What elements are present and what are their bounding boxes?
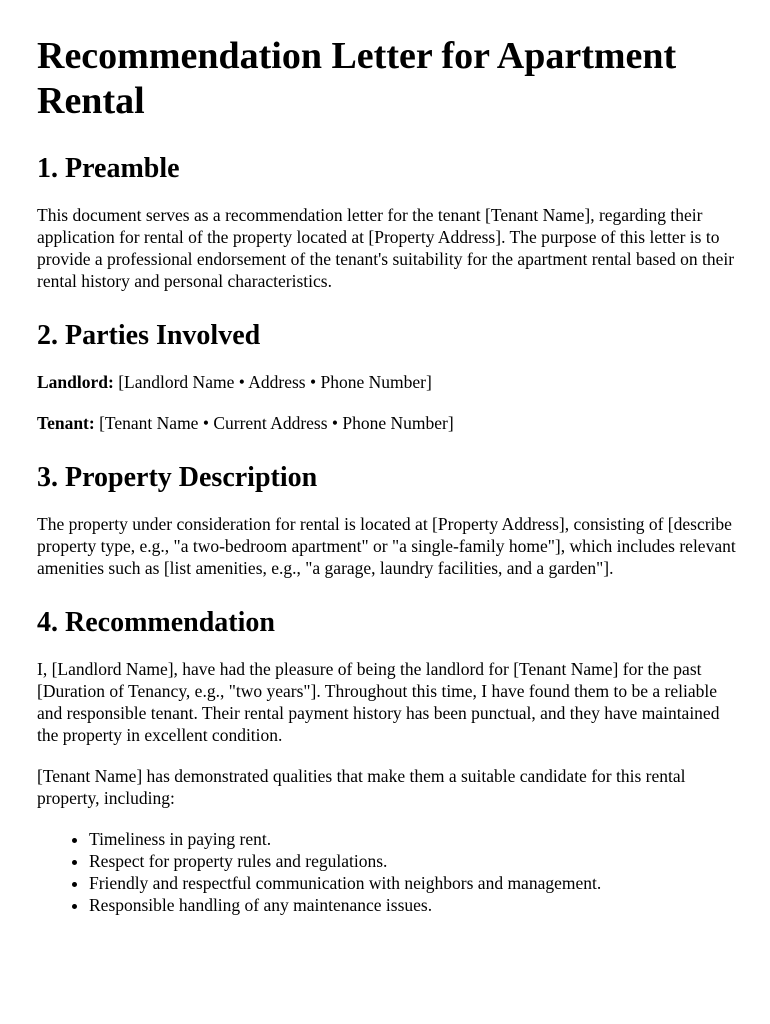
recommendation-paragraph-1: I, [Landlord Name], have had the pleasure of being the landlord for [Tenant Name] for the past [Duration of Tenancy, e.g., "two years"]. Throughout this time, I have found them to be a reliable and responsible tenant. Their rental payment history has been punctual, and they have maintained the property in excellent condition.: [37, 659, 720, 745]
list-item: • Responsible handling of any maintenance issues.: [89, 894, 737, 916]
preamble-section: [37, 152, 737, 292]
property-text: The property under consideration for rental is located at [Property Address], consisting of [describe property type, e.g., "a two-bedroom apartment" or "a single-family home"], which includes relevant amenities such as [list amenities, e.g., "a garage, laundry facilities, and a garden"].: [37, 514, 736, 578]
parties-section: [37, 319, 737, 434]
landlord-line: [37, 371, 737, 393]
parties-heading: 2. Parties Involved: [37, 320, 261, 351]
document-page: [37, 34, 737, 943]
recommendation-section: [37, 606, 737, 916]
list-item: • Respect for property rules and regulations.: [89, 850, 737, 872]
qualities-list: [37, 828, 737, 916]
property-heading: 3. Property Description: [37, 462, 318, 493]
list-item: • Timeliness in paying rent.: [89, 828, 737, 850]
property-section: [37, 461, 737, 579]
preamble-text: This document serves as a recommendation letter for the tenant [Tenant Name], regarding their application for rental of the property located at [Property Address]. The purpose of this letter is to provide a professional endorsement of the tenant's suitability for the apartment rental based on their rental history and personal characteristics.: [37, 205, 735, 291]
recommendation-paragraph-2: [Tenant Name] has demonstrated qualities that make them a suitable candidate for this rental property, including:: [37, 766, 686, 808]
tenant-value: [Tenant Name • Current Address • Phone Number]: [99, 413, 454, 433]
document-title: Recommendation Letter for Apartment Rental: [37, 35, 677, 122]
list-item: • Friendly and respectful communication with neighbors and management.: [89, 872, 737, 894]
landlord-label: Landlord:: [37, 372, 114, 392]
landlord-value: [Landlord Name • Address • Phone Number]: [118, 372, 432, 392]
recommendation-heading: 4. Recommendation: [37, 607, 275, 638]
preamble-heading: 1. Preamble: [37, 153, 180, 184]
tenant-line: [37, 412, 737, 434]
tenant-label: Tenant:: [37, 413, 95, 433]
